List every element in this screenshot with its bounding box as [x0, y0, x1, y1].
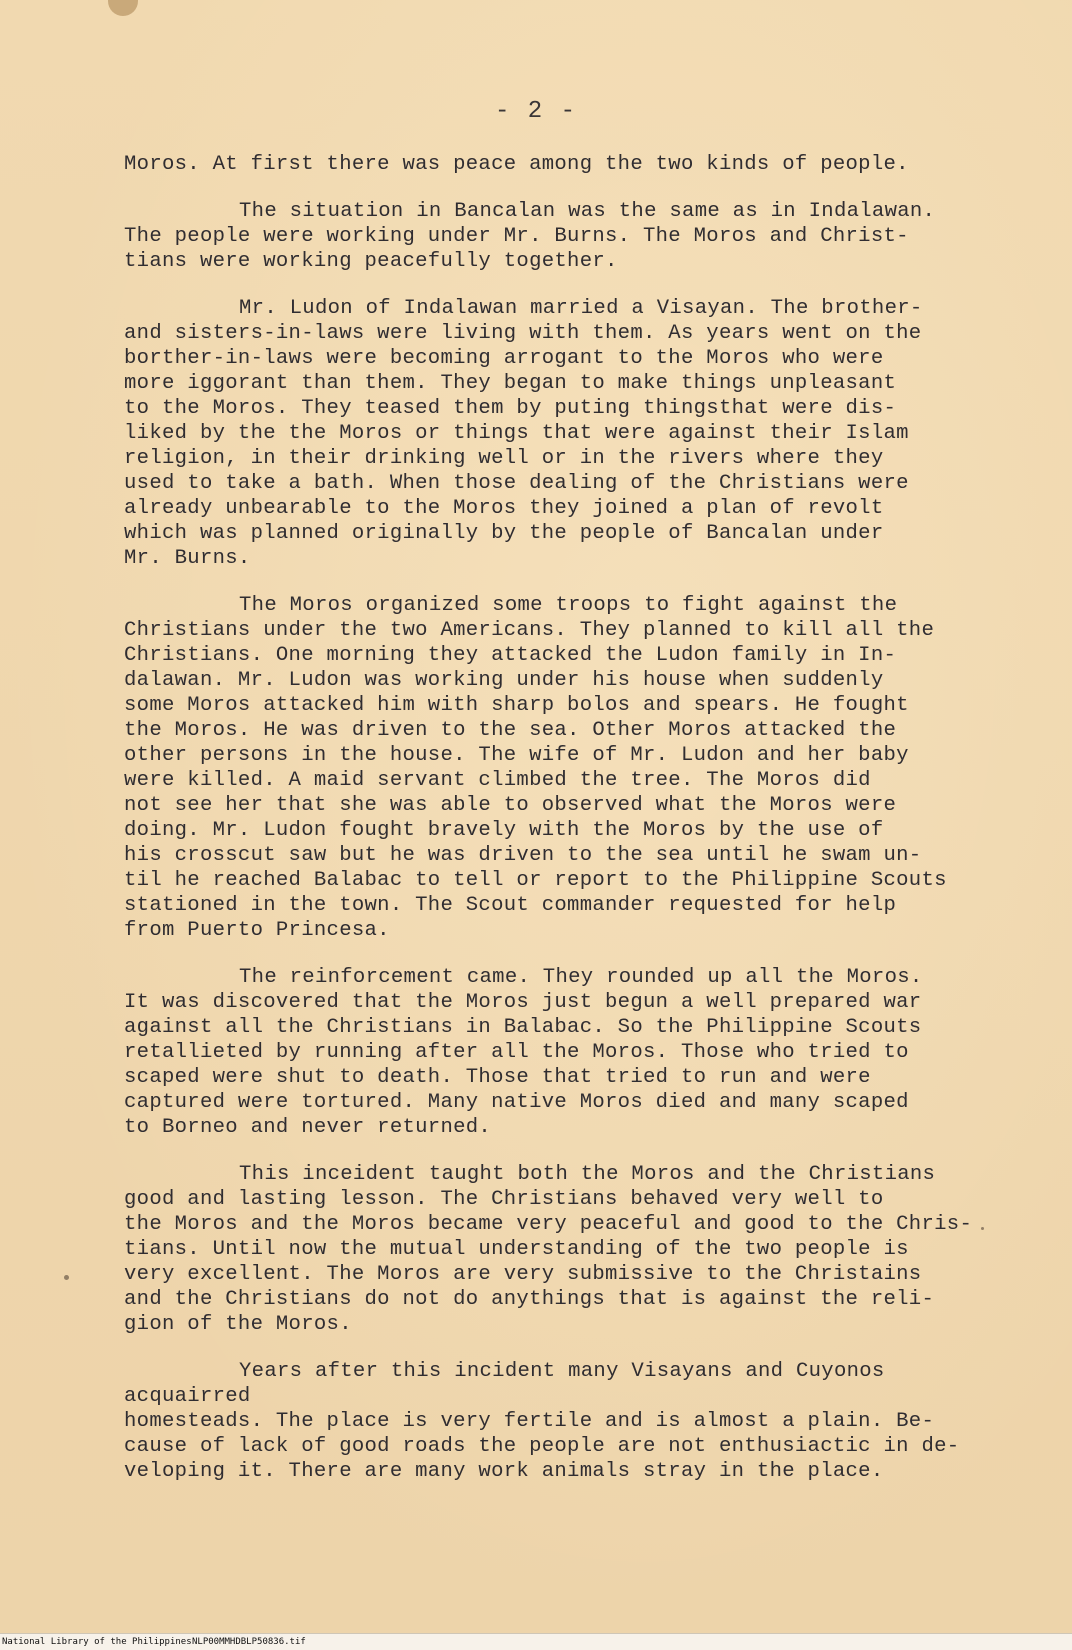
line: from Puerto Princesa.: [124, 919, 390, 942]
line: retallieted by running after all the Moros. Those who tried to: [124, 1041, 909, 1064]
line: Christians under the two Americans. They planned to kill all the: [124, 619, 935, 642]
page-number: - 2 -: [494, 98, 577, 125]
paper-speck: [64, 1275, 69, 1280]
line: borther-in-laws were becoming arrogant to the Moros who were: [124, 347, 884, 370]
line: religion, in their drinking well or in the rivers where they: [124, 447, 884, 470]
paragraph-2: [124, 199, 994, 274]
line: already unbearable to the Moros they joined a plan of revolt: [124, 497, 884, 520]
scan-footer: [0, 1633, 1072, 1650]
line: and the Christians do not do anythings that is against the reli-: [124, 1288, 935, 1311]
line: some Moros attacked him with sharp bolos and spears. He fought: [124, 694, 909, 717]
line: The situation in Bancalan was the same as in Indalawan.: [239, 200, 936, 223]
line: against all the Christians in Balabac. So the Philippine Scouts: [124, 1016, 922, 1039]
punch-hole-mark: [108, 0, 138, 16]
line: other persons in the house. The wife of Mr. Ludon and her baby: [124, 744, 909, 767]
line: The people were working under Mr. Burns. The Moros and Christ-: [124, 225, 909, 248]
line: captured were tortured. Many native Moros died and many scaped: [124, 1091, 909, 1114]
line: the Moros and the Moros became very peaceful and good to the Chris-: [124, 1213, 973, 1236]
line: It was discovered that the Moros just begun a well prepared war: [124, 991, 922, 1014]
line: doing. Mr. Ludon fought bravely with the Moros by the use of: [124, 819, 884, 842]
line: were killed. A maid servant climbed the tree. The Moros did: [124, 769, 871, 792]
line: to Borneo and never returned.: [124, 1116, 492, 1139]
line: Mr. Ludon of Indalawan married a Visayan. The brother-: [239, 297, 923, 320]
line: his crosscut saw but he was driven to the sea until he swam un-: [124, 844, 922, 867]
line: tians were working peacefully together.: [124, 250, 618, 273]
line: homesteads. The place is very fertile and is almost a plain. Be-: [124, 1410, 935, 1433]
line: not see her that she was able to observed what the Moros were: [124, 794, 897, 817]
line: veloping it. There are many work animals stray in the place.: [124, 1460, 884, 1483]
line: Christians. One morning they attacked the Ludon family in In-: [124, 644, 897, 667]
line: Mr. Burns.: [124, 547, 251, 570]
line: This inceident taught both the Moros and the Christians: [239, 1163, 936, 1186]
line: gion of the Moros.: [124, 1313, 352, 1336]
library-credit: National Library of the Philippines: [2, 1637, 192, 1647]
line: which was planned originally by the people of Bancalan under: [124, 522, 884, 545]
line: til he reached Balabac to tell or report to the Philippine Scouts: [124, 869, 947, 892]
line: The reinforcement came. They rounded up all the Moros.: [239, 966, 923, 989]
line: tians. Until now the mutual understanding of the two people is: [124, 1238, 909, 1261]
line: Moros. At first there was peace among the two kinds of people.: [124, 153, 909, 176]
line: and sisters-in-laws were living with them. As years went on the: [124, 322, 922, 345]
line: liked by the the Moros or things that were against their Islam: [124, 422, 909, 445]
paragraph-5: [124, 965, 994, 1140]
paragraph-3: [124, 296, 994, 571]
line: dalawan. Mr. Ludon was working under his house when suddenly: [124, 669, 884, 692]
paragraph-7: [124, 1359, 994, 1484]
line: stationed in the town. The Scout commander requested for help: [124, 894, 897, 917]
line: The Moros organized some troops to fight against the: [239, 594, 898, 617]
line: very excellent. The Moros are very submissive to the Christains: [124, 1263, 922, 1286]
paragraph-4: [124, 593, 994, 943]
line: used to take a bath. When those dealing of the Christians were: [124, 472, 909, 495]
file-id: NLP00MMHDBLP50836.tif: [192, 1637, 306, 1647]
line: to the Moros. They teased them by puting thingsthat were dis-: [124, 397, 897, 420]
line: good and lasting lesson. The Christians behaved very well to: [124, 1188, 884, 1211]
line: the Moros. He was driven to the sea. Other Moros attacked the: [124, 719, 897, 742]
line: more iggorant than them. They began to make things unpleasant: [124, 372, 897, 395]
line: scaped were shut to death. Those that tried to run and were: [124, 1066, 871, 1089]
line: Years after this incident many Visayans and Cuyonos acquairred: [124, 1360, 885, 1408]
paragraph-6: [124, 1162, 994, 1337]
paper-speck: [981, 1227, 984, 1230]
paragraph-1: [124, 152, 994, 177]
line: cause of lack of good roads the people are not enthusiactic in de-: [124, 1435, 960, 1458]
document-body: [124, 152, 994, 1506]
